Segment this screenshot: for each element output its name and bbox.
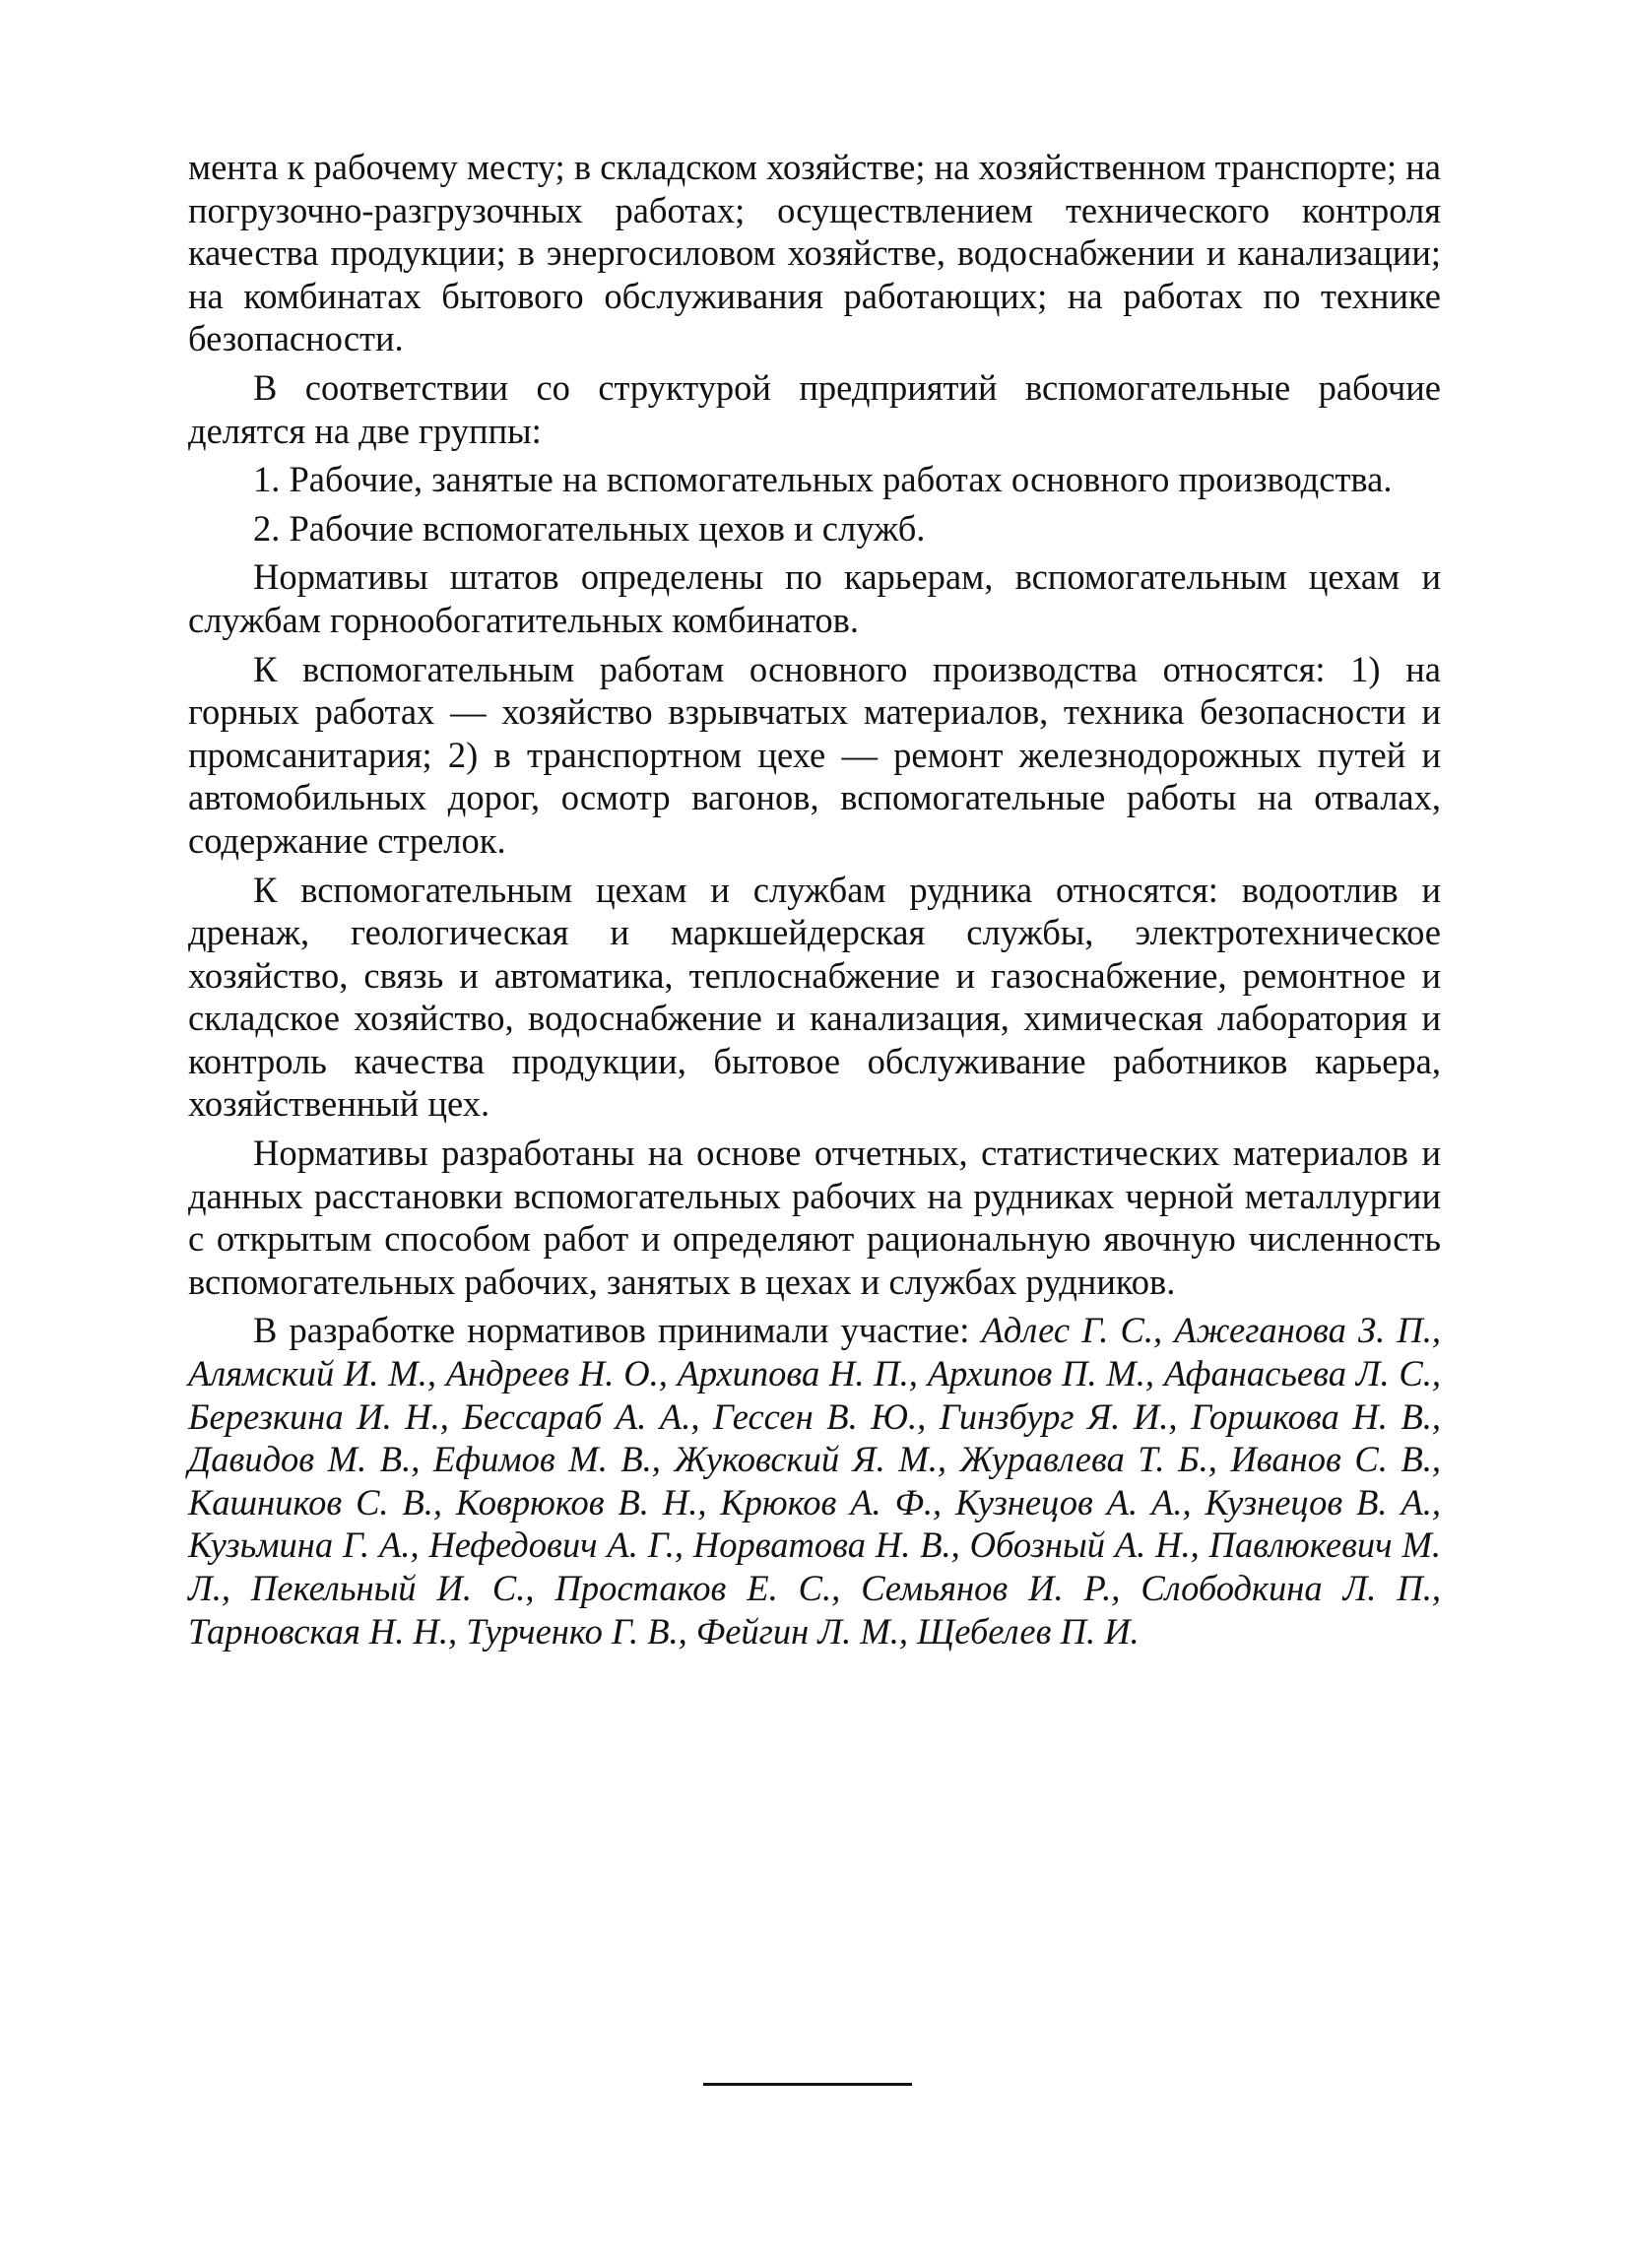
paragraph-staff-norms: Нормативы штатов определены по карьерам, вспомогательным цехам и службам горнообогатительных комбинатов. [188, 556, 1441, 640]
paragraph-auxiliary-shops: К вспомогательным цехам и службам рудника относятся: водоотлив и дренаж, геологическая и маркшейдерская службы, электротехническое хозяйство, связь и автоматика, теплоснабжение и газоснабжение, ремонтное и складское хозяйство, водоснабжение и канализация, химическая лаборатория и контроль качества продукции, бытовое обслуживание работников карьера, хозяйственный цех. [188, 869, 1441, 1125]
paragraph-groups-intro: В соответствии со структурой предприятий вспомогательные рабочие делятся на две группы: [188, 366, 1441, 451]
end-rule [703, 2083, 912, 2086]
participants-names: Адлес Г. С., Ажеганова З. П., Алямский И. М., Андреев Н. О., Архипова Н. П., Архипов П. М., Афанасьева Л. С., Березкина И. Н., Бессараб А. А., Гессен В. Ю., Гинзбург Я. И., Горшкова Н. В., Давидов М. В., Ефимов М. В., Жуковский Я. М., Журавлева Т. Б., Иванов С. В., Кашников С. В., Коврюков В. Н., Крюков А. Ф., Кузнецов А. А., Кузнецов В. А., Кузьмина Г. А., Нефедович А. Г., Норватова Н. В., Обозный А. Н., Павлюкевич М. Л., Пекельный И. С., Простаков Е. С., Семьянов И. Р., Слободкина Л. П., Тарновская Н. Н., Турченко Г. В., Фейгин Л. М., Щебелев П. И. [188, 1310, 1441, 1652]
paragraph-participants [188, 1309, 1441, 1652]
body-text [188, 146, 1441, 1652]
paragraph-group-2: 2. Рабочие вспомогательных цехов и служб. [253, 507, 926, 549]
paragraph-continuation: мента к рабочему месту; в складском хозяйстве; на хозяйственном транспорте; на погрузочно-разгрузочных работах; осуществлением технического контроля качества продукции; в энергосиловом хозяйстве, водоснабжении и канализации; на комбинатах бытового обслуживания работающих; на работах по технике безопасности. [188, 147, 1441, 359]
participants-intro: В разработке нормативов принимали участие: [253, 1310, 982, 1351]
paragraph-group-1: 1. Рабочие, занятые на вспомогательных работах основного производства. [253, 459, 1393, 500]
paragraph-auxiliary-works: К вспомогательным работам основного производства относятся: 1) на горных работах — хозяйство взрывчатых материалов, техника безопасности и промсанитария; 2) в транспортном цехе — ремонт железнодорожных путей и автомобильных дорог, осмотр вагонов, вспомогательные работы на отвалах, содержание стрелок. [188, 648, 1441, 861]
paragraph-norms-basis: Нормативы разработаны на основе отчетных, статистических материалов и данных расстановки вспомогательных рабочих на рудниках черной металлургии с открытым способом работ и определяют рациональную явочную численность вспомогательных рабочих, занятых в цехах и службах рудников. [188, 1133, 1441, 1302]
